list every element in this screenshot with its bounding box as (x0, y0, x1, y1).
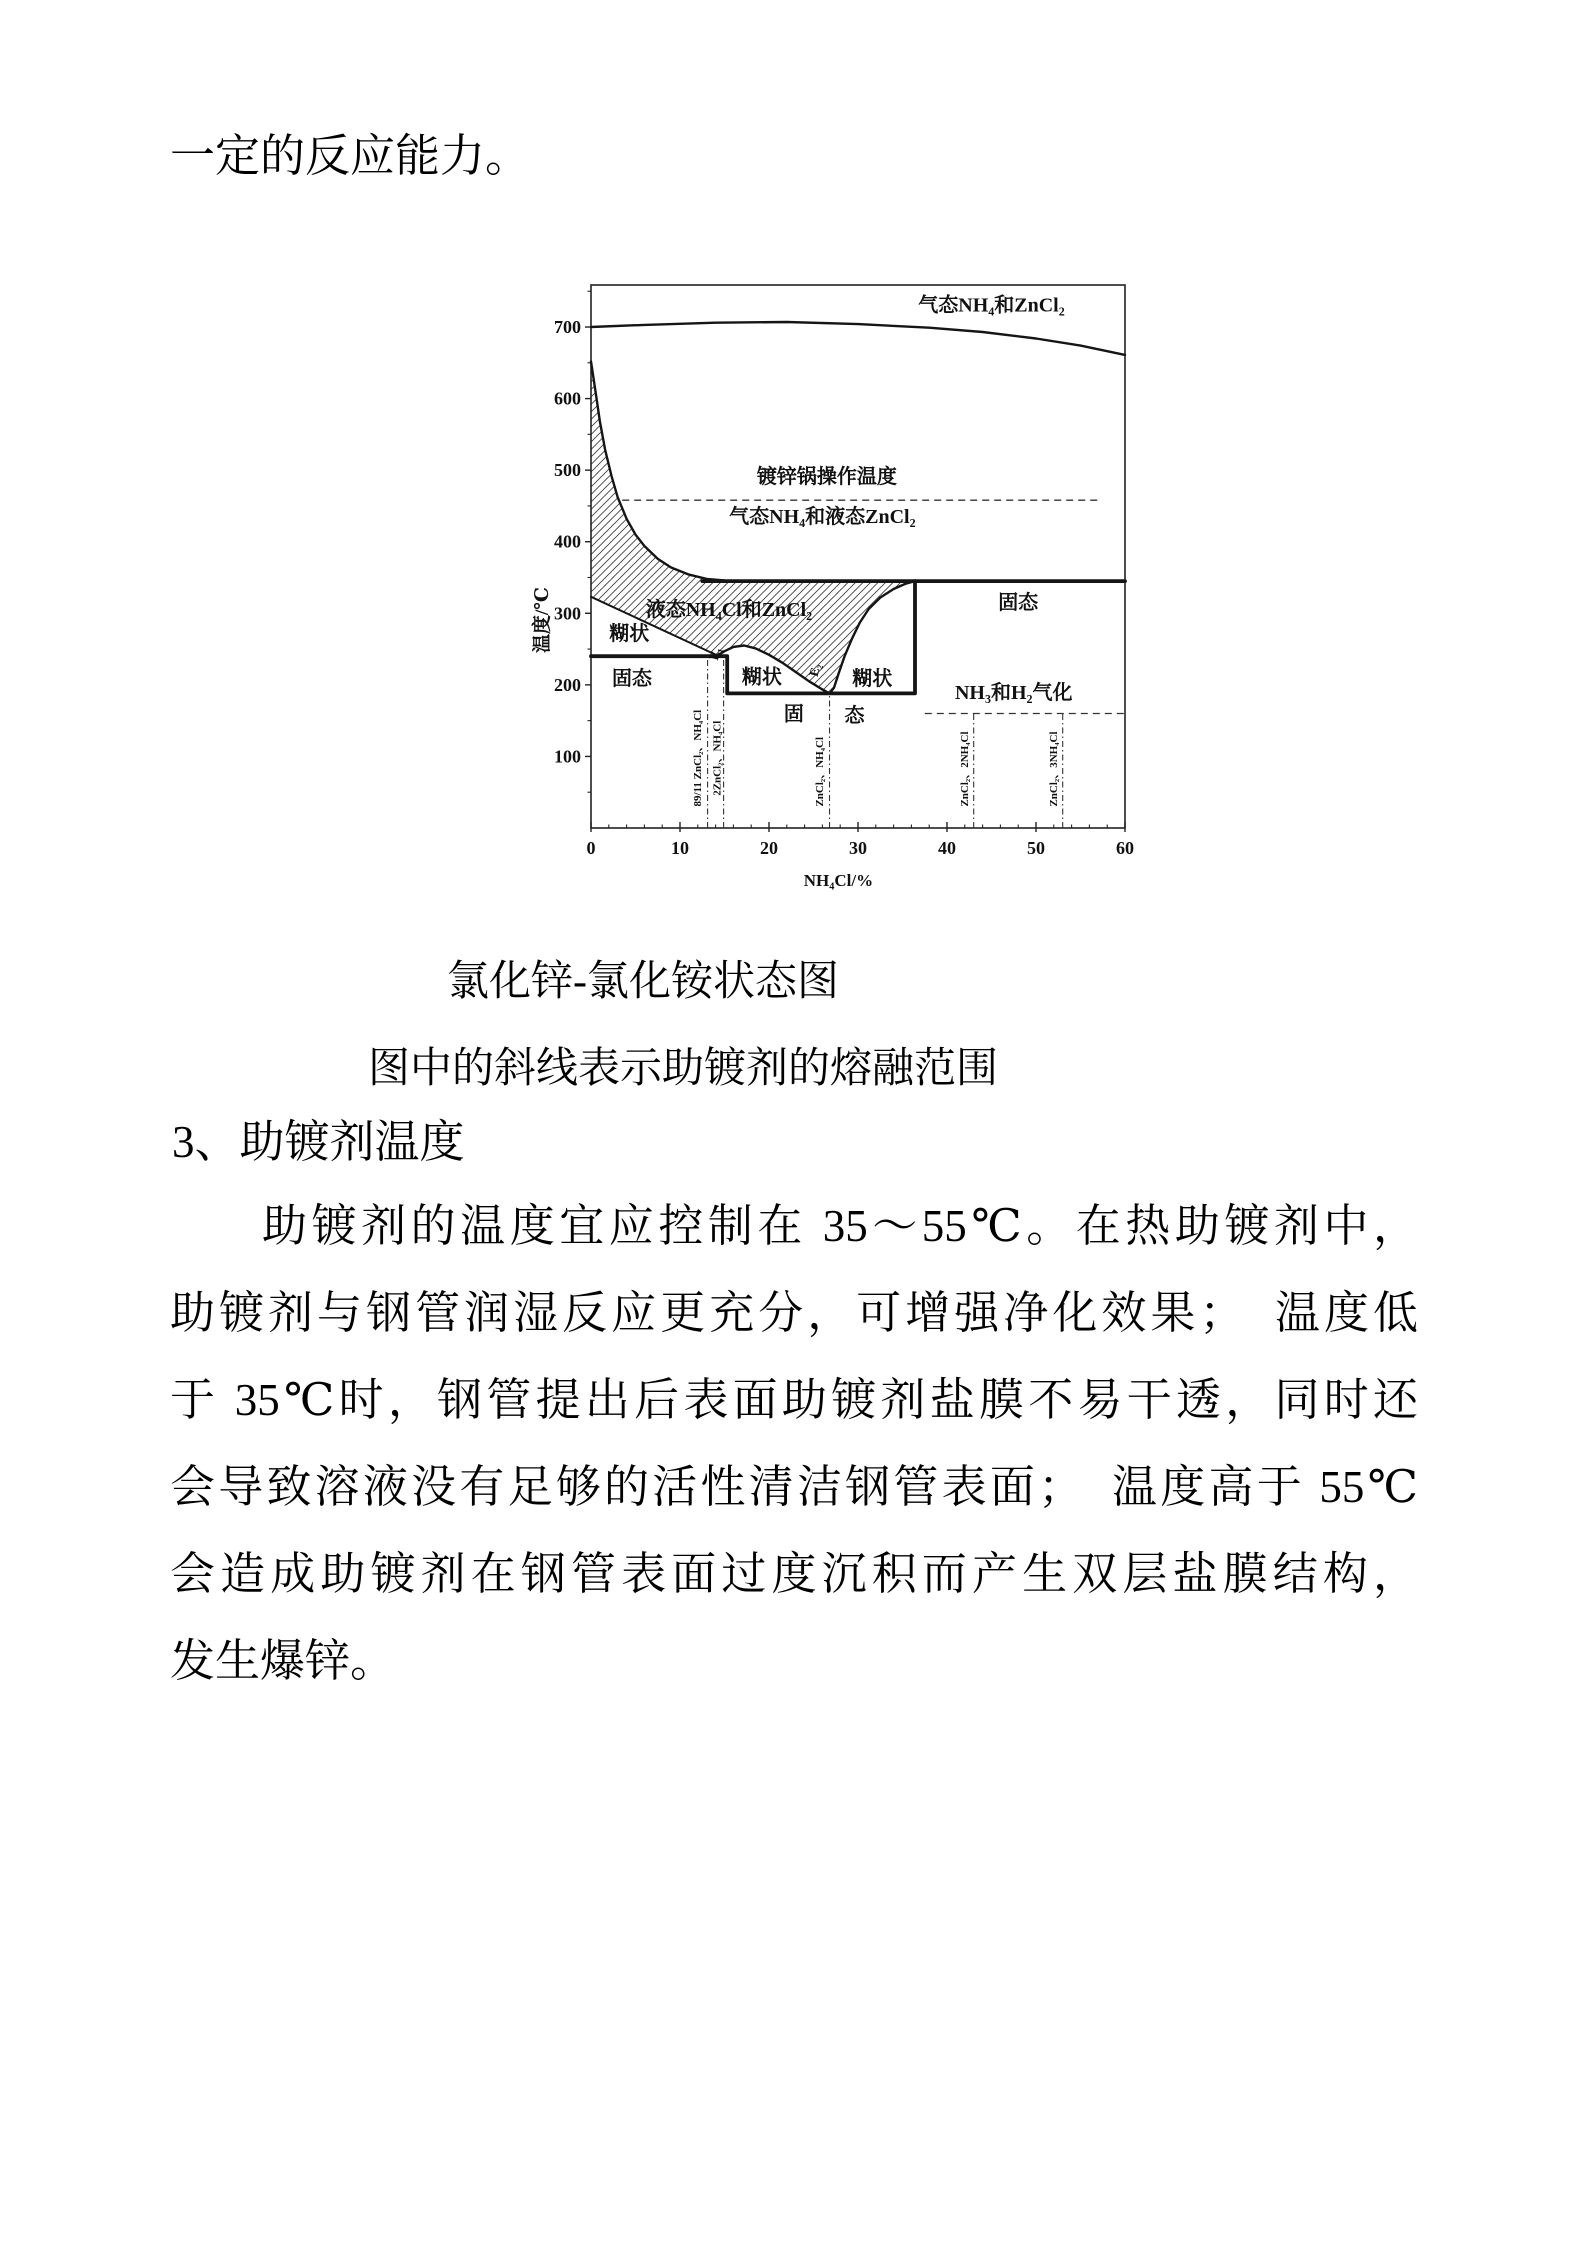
svg-text:30: 30 (849, 838, 867, 858)
rotated-label (692, 710, 704, 807)
svg-text:600: 600 (554, 388, 581, 409)
figure-note: 图中的斜线表示助镀剂的熔融范围 (368, 1046, 999, 1092)
svg-text:200: 200 (554, 674, 581, 695)
body-line: 会导致溶液没有足够的活性清洁钢管表面； 温度高于 55℃ (170, 1462, 1418, 1512)
region-label: 糊状 (852, 667, 893, 690)
region-label: 气态NH₄和液态ZnCl₂ (729, 506, 916, 529)
svg-text:E₂: E₂ (805, 662, 824, 679)
svg-text:温度/℃: 温度/℃ (532, 586, 553, 654)
y-axis-title (530, 587, 553, 653)
phase-diagram-svg (528, 190, 1138, 905)
plot-frame (591, 285, 1125, 828)
phase-diagram-figure (528, 190, 1138, 910)
body-line: 助镀剂的温度宜应控制在 35～55℃。在热助镀剂中， (262, 1201, 1418, 1251)
svg-text:60: 60 (1116, 838, 1134, 858)
svg-text:0: 0 (586, 838, 596, 858)
svg-text:89/11 ZnCl₂、NH₄Cl: 89/11 ZnCl₂、NH₄Cl (691, 709, 704, 807)
svg-text:700: 700 (554, 317, 581, 338)
section-heading: 3、助镀剂温度 (172, 1117, 465, 1167)
region-label: 糊状 (609, 622, 650, 645)
x-axis-title: NH₄Cl/% (803, 871, 874, 890)
svg-text:10: 10 (671, 838, 689, 858)
svg-text:40: 40 (938, 838, 956, 858)
svg-text:20: 20 (760, 838, 778, 858)
rotated-label (1048, 731, 1060, 806)
svg-text:300: 300 (554, 603, 581, 624)
svg-text:E₁: E₁ (706, 645, 724, 662)
rotated-label (814, 737, 826, 807)
body-line: 于 35℃时，钢管提出后表面助镀剂盐膜不易干透，同时还 (170, 1375, 1418, 1425)
body-line: 会造成助镀剂在钢管表面过度沉积而产生双层盐膜结构， (170, 1549, 1418, 1599)
series-gas-boundary-curve (591, 322, 1125, 355)
region-label: 固态 (611, 667, 652, 690)
rotated-label (959, 731, 971, 806)
region-label: 气态NH₄和ZnCl₂ (918, 294, 1065, 317)
figure-caption: 氯化锌-氯化铵状态图 (447, 959, 839, 1005)
svg-text:2ZnCl₂、NH₄Cl: 2ZnCl₂、NH₄Cl (711, 720, 724, 796)
svg-text:ZnCl₂、2NH₄Cl: ZnCl₂、2NH₄Cl (958, 731, 971, 807)
body-line: 发生爆锌。 (170, 1636, 396, 1686)
region-label: 固态 (998, 591, 1039, 614)
svg-text:400: 400 (554, 531, 581, 552)
svg-text:50: 50 (1027, 838, 1045, 858)
svg-text:ZnCl₂、3NH₄Cl: ZnCl₂、3NH₄Cl (1047, 731, 1060, 807)
svg-text:500: 500 (554, 460, 581, 481)
paragraph-intro: 一定的反应能力。 (170, 131, 531, 181)
region-label: 态 (844, 705, 865, 728)
region-label: 固 (783, 703, 804, 726)
region-label: 糊状 (741, 666, 782, 689)
svg-text:ZnCl₂、NH₄Cl: ZnCl₂、NH₄Cl (813, 736, 826, 807)
region-label: NH₃和H₂气化 (954, 682, 1073, 705)
svg-text:100: 100 (554, 746, 581, 767)
region-label: 镀锌锅操作温度 (756, 466, 897, 489)
region-label: 液态NH₄Cl和ZnCl₂ (645, 599, 813, 622)
rotated-label (711, 721, 723, 796)
body-line: 助镀剂与钢管润湿反应更充分，可增强净化效果； 温度低 (170, 1288, 1418, 1338)
